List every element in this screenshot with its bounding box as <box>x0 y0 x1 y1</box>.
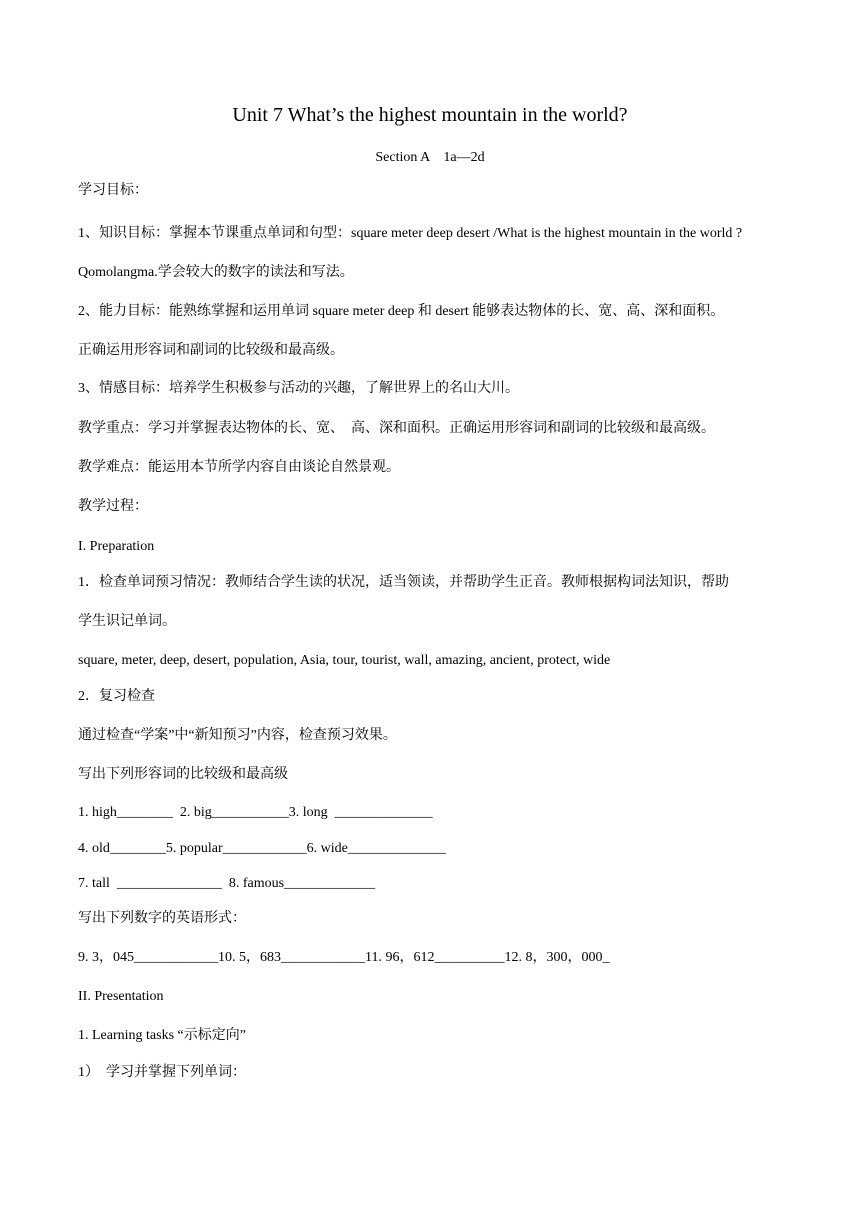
review-check-description: 通过检查“学案”中“新知预习”内容，检查预习效果。 <box>78 728 397 743</box>
exercise-row-2: 4. old________5. popular____________6. wide______________ <box>78 841 446 856</box>
learning-tasks-heading: 1. Learning tasks “示标定向” <box>78 1028 246 1043</box>
vocab-check-line1: 1．检查单词预习情况：教师结合学生读的状况，适当领读，并帮助学生正音。教师根据构词法知识，帮助 <box>78 575 729 590</box>
knowledge-objective-line1: 1、知识目标：掌握本节课重点单词和句型：square meter deep desert /What is the highest mountain in the world ? <box>78 226 743 241</box>
knowledge-objective-line2: Qomolangma.学会较大的数字的读法和写法。 <box>78 265 354 280</box>
vocab-word-list: square, meter, deep, desert, population, Asia, tour, tourist, wall, amazing, ancient, protect, wide <box>78 653 611 668</box>
numbers-exercise-row: 9. 3，045____________10. 5，683____________11. 96，612__________12. 8，300，000_ <box>78 950 610 965</box>
numbers-instruction: 写出下列数字的英语形式： <box>78 911 246 926</box>
teaching-difficulties: 教学难点：能运用本节所学内容自由谈论自然景观。 <box>78 460 400 475</box>
learning-objectives-heading: 学习目标： <box>78 183 148 198</box>
teaching-process-heading: 教学过程： <box>78 499 148 514</box>
learn-words-instruction: 1） 学习并掌握下列单词： <box>78 1065 246 1080</box>
presentation-heading: II. Presentation <box>78 989 164 1004</box>
section-subtitle: Section A 1a—2d <box>375 150 485 165</box>
teaching-key-points: 教学重点：学习并掌握表达物体的长、宽、 高、深和面积。正确运用形容词和副词的比较级和最高级。 <box>78 421 715 436</box>
review-check-heading: 2．复习检查 <box>78 689 155 704</box>
exercise-row-3: 7. tall _______________ 8. famous_____________ <box>78 876 376 891</box>
document-title: Unit 7 What’s the highest mountain in the world? <box>232 104 628 126</box>
ability-objective-line2: 正确运用形容词和副词的比较级和最高级。 <box>78 343 344 358</box>
comparatives-instruction: 写出下列形容词的比较级和最高级 <box>78 767 288 782</box>
emotional-objective: 3、情感目标：培养学生积极参与活动的兴趣，了解世界上的名山大川。 <box>78 381 519 396</box>
preparation-heading: I. Preparation <box>78 539 155 554</box>
exercise-row-1: 1. high________ 2. big___________3. long ______________ <box>78 805 433 820</box>
ability-objective-line1: 2、能力目标：能熟练掌握和运用单词 square meter deep 和 desert 能够表达物体的长、宽、高、深和面积。 <box>78 304 725 319</box>
vocab-check-line2: 学生识记单词。 <box>78 614 176 629</box>
